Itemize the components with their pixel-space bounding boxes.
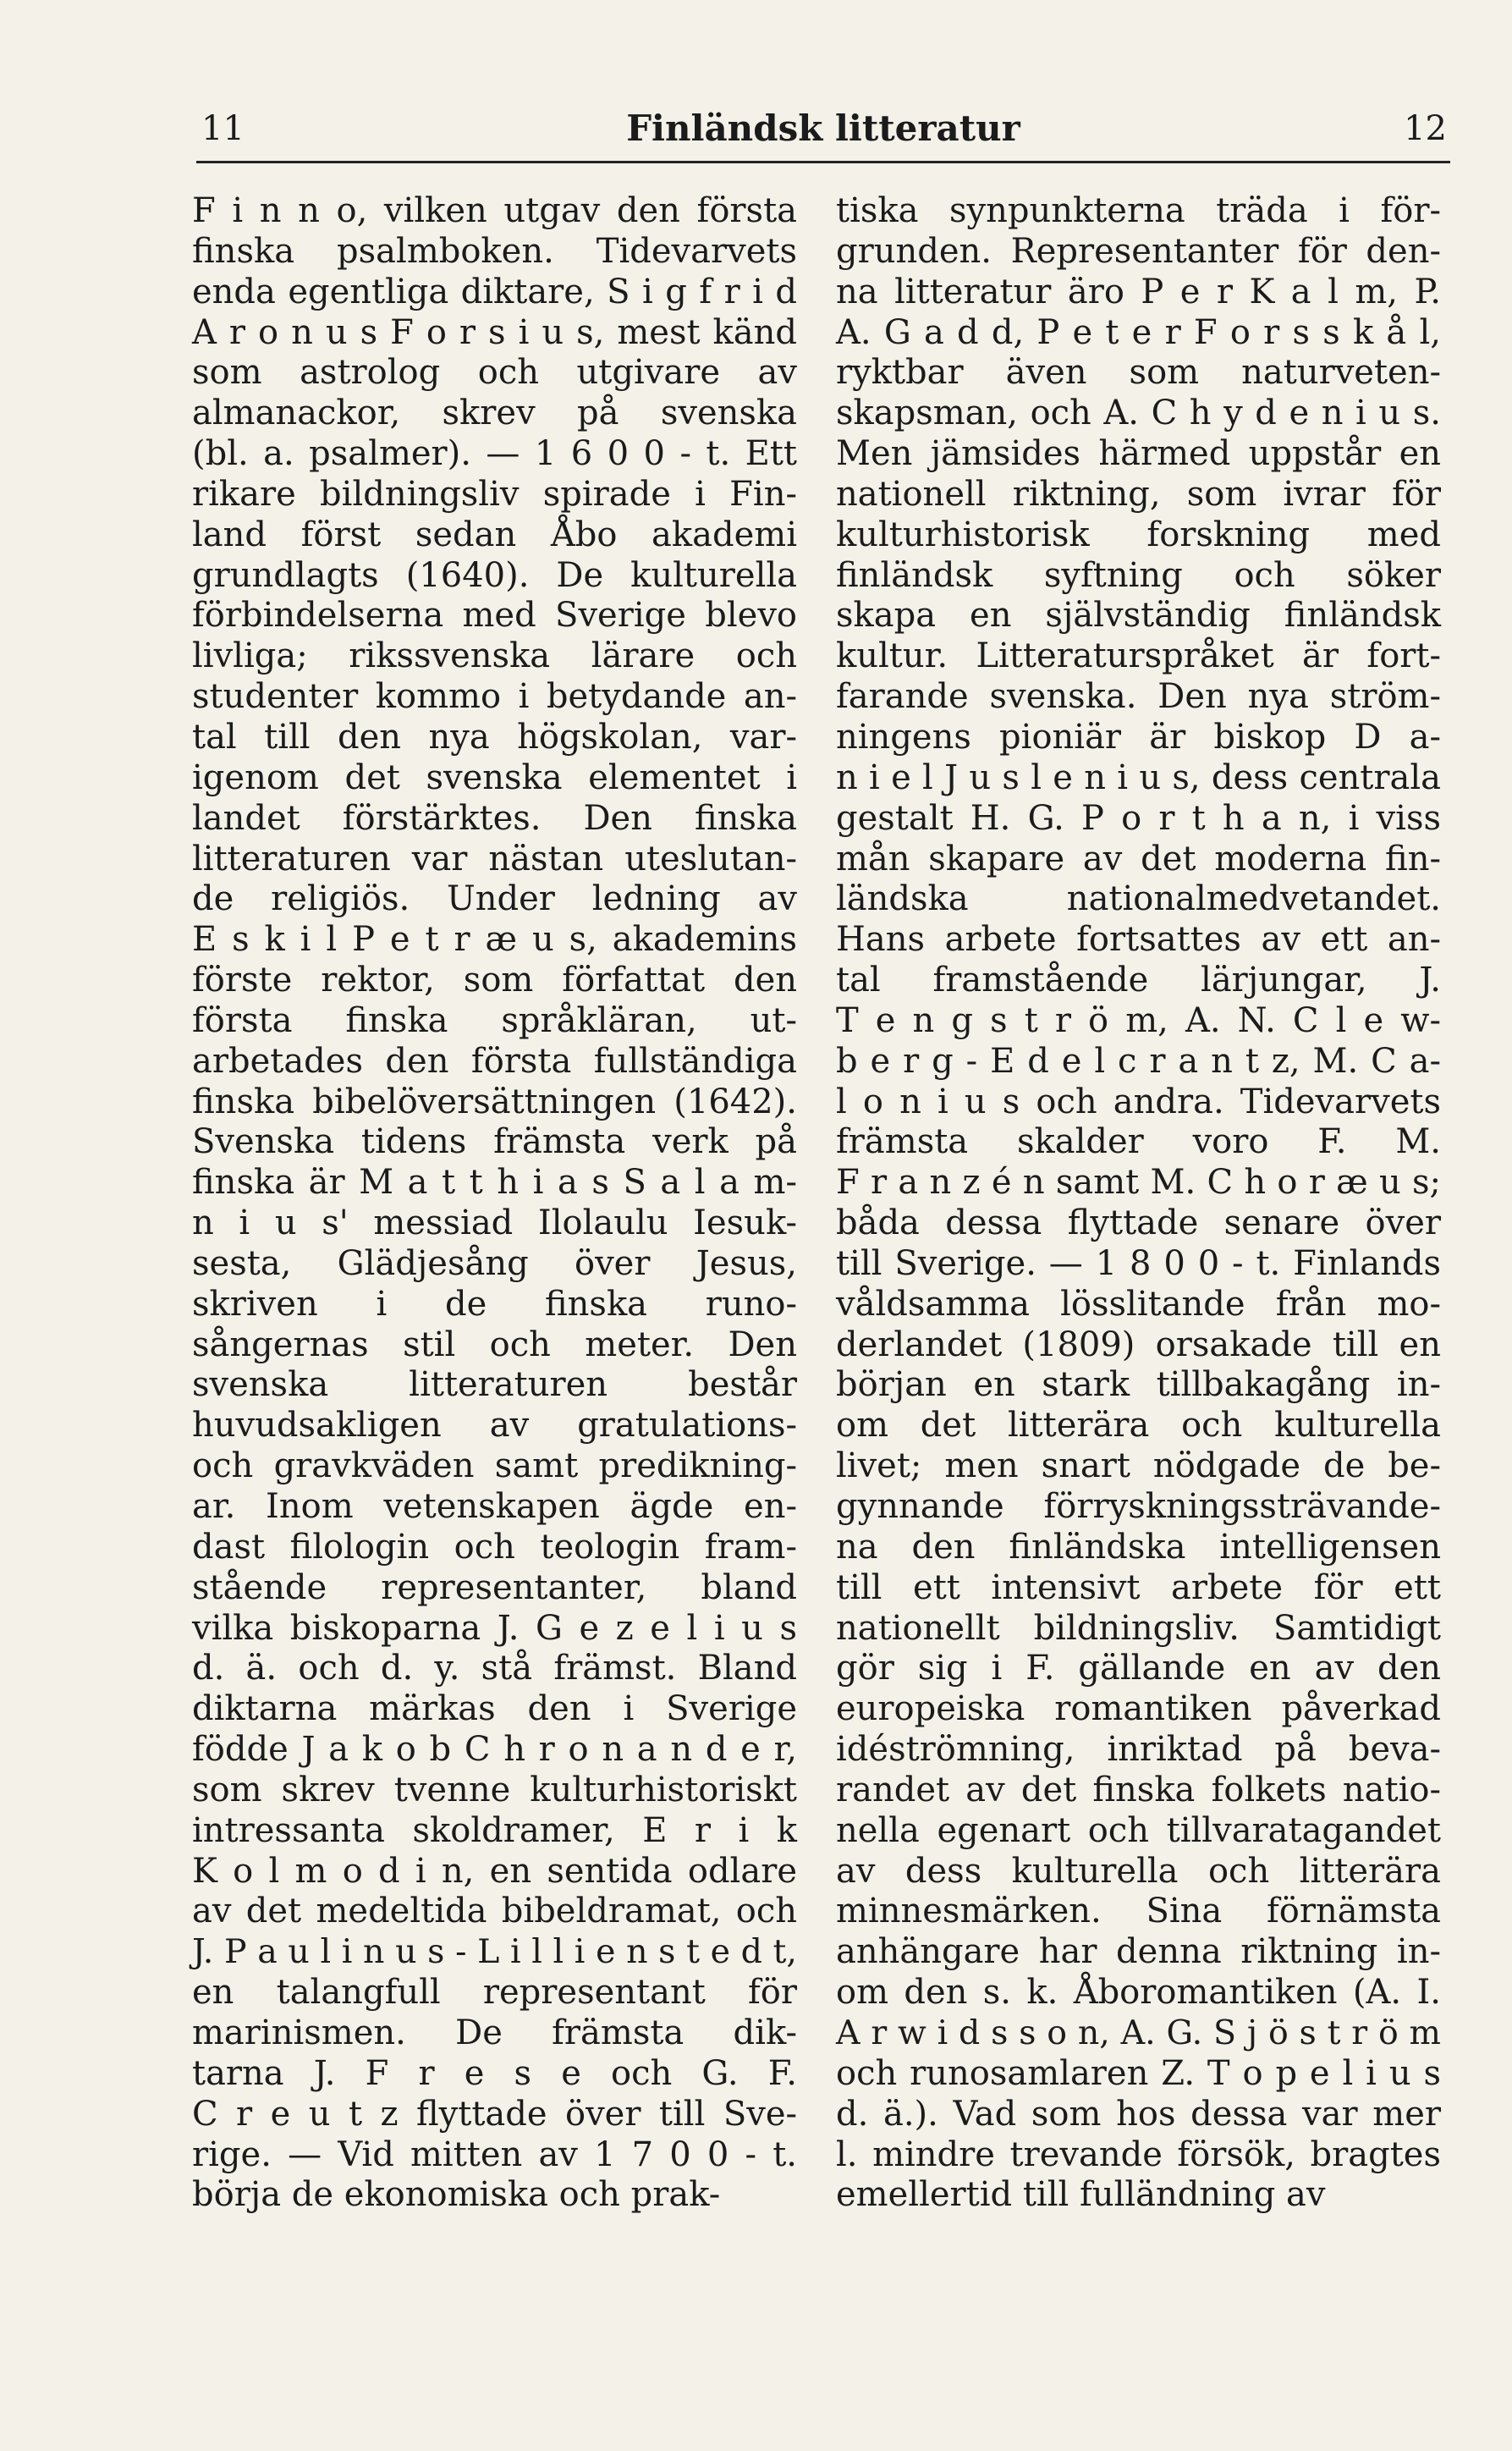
text-line: ryktbar även som naturveten-	[836, 353, 1441, 393]
text-line: ningens pioniär är biskop D a-	[836, 717, 1441, 757]
text-line: som skrev tvenne kulturhistoriskt	[192, 1770, 797, 1809]
text-line: enda egentliga diktare, S i g f r i d	[192, 272, 797, 311]
text-line: och runosamlaren Z. T o p e l i u s	[836, 2053, 1441, 2093]
text-line: förste rektor, som författat den	[192, 961, 797, 1000]
text-line: finska psalmboken. Tidevarvets	[192, 231, 797, 271]
page-number-left: 11	[201, 109, 245, 148]
text-line: rige. — Vid mitten av 1 7 0 0 - t.	[192, 2134, 797, 2174]
text-line: livliga; rikssvenska lärare och	[192, 636, 797, 676]
text-line: första finska språkläran, ut-	[192, 1000, 797, 1040]
text-line: skriven i de finska runo-	[192, 1284, 797, 1324]
text-line: minnesmärken. Sina förnämsta	[836, 1892, 1441, 1931]
text-line: finska bibelöversättningen (1642).	[192, 1082, 797, 1121]
text-line: almanackor, skrev på svenska	[192, 394, 797, 433]
text-line: kulturhistorisk forskning med	[836, 515, 1441, 554]
text-line: de religiös. Under ledning av	[192, 879, 797, 919]
text-line: finska är M a t t h i a s S a l a m-	[192, 1163, 797, 1203]
text-line: skapsman, och A. C h y d e n i u s.	[836, 394, 1441, 433]
text-line: landet förstärktes. Den finska	[192, 798, 797, 838]
text-line: Men jämsides härmed uppstår en	[836, 434, 1441, 474]
text-column-right	[836, 191, 1441, 2216]
text-line: börja de ekonomiska och prak-	[192, 2175, 721, 2215]
text-line: stående representanter, bland	[192, 1567, 797, 1607]
text-line: marinismen. De främsta dik-	[192, 2013, 797, 2052]
text-line: födde J a k o b C h r o n a n d e r,	[192, 1730, 797, 1770]
text-line: nationell riktning, som ivrar för	[836, 474, 1441, 514]
text-line: n i u s' messiad Ilolaulu Iesuk-	[192, 1203, 797, 1243]
text-line: land först sedan Åbo akademi	[192, 515, 797, 554]
text-line: litteraturen var nästan uteslutan-	[192, 839, 797, 879]
text-line: ar. Inom vetenskapen ägde en-	[192, 1487, 797, 1526]
text-line: grundlagts (1640). De kulturella	[192, 555, 797, 595]
text-line: E s k i l P e t r æ u s, akademins	[192, 920, 797, 960]
text-line: sångernas stil och meter. Den	[192, 1325, 797, 1364]
text-line: rikare bildningsliv spirade i Fin-	[192, 474, 797, 514]
text-line: A. G a d d, P e t e r F o r s s k å l,	[836, 312, 1441, 352]
text-line: l. mindre trevande försök, bragtes	[836, 2134, 1441, 2174]
text-line: randet av det finska folkets natio-	[836, 1770, 1441, 1809]
text-line: n i e l J u s l e n i u s, dess centrala	[836, 757, 1441, 797]
text-line: gestalt H. G. P o r t h a n, i viss	[836, 798, 1441, 838]
text-line: och gravkväden samt predikning-	[192, 1446, 797, 1486]
text-line: tarna J. F r e s e och G. F.	[192, 2053, 797, 2093]
text-line: om det litterära och kulturella	[836, 1406, 1441, 1446]
text-line: svenska litteraturen består	[192, 1365, 797, 1405]
text-line: J. P a u l i n u s - L i l l i e n s t e d t,	[192, 1932, 797, 1972]
text-line: Hans arbete fortsattes av ett an-	[836, 920, 1441, 960]
text-line: (bl. a. psalmer). — 1 6 0 0 - t. Ett	[192, 434, 797, 474]
text-line: ländska nationalmedvetandet.	[836, 879, 1441, 919]
text-line: farande svenska. Den nya ström-	[836, 677, 1441, 717]
text-line: F r a n z é n samt M. C h o r æ u s;	[836, 1163, 1441, 1203]
text-line: tal framstående lärjungar, J.	[836, 961, 1441, 1000]
text-line: våldsamma lösslitande från mo-	[836, 1284, 1441, 1324]
text-line: av det medeltida bibeldramat, och	[192, 1892, 797, 1931]
text-line: huvudsakligen av gratulations-	[192, 1406, 797, 1446]
running-title: Finländsk litteratur	[626, 107, 1020, 149]
text-line: tiska synpunkterna träda i för-	[836, 191, 1441, 230]
text-line: förbindelserna med Sverige blevo	[192, 596, 797, 636]
text-line: anhängare har denna riktning in-	[836, 1932, 1441, 1972]
text-line: emellertid till fulländning av	[836, 2175, 1326, 2215]
text-line: diktarna märkas den i Sverige	[192, 1689, 797, 1729]
text-line: b e r g - E d e l c r a n t z, M. C a-	[836, 1041, 1441, 1081]
text-line: tal till den nya högskolan, var-	[192, 717, 797, 757]
text-line: A r o n u s F o r s i u s, mest känd	[192, 312, 797, 352]
text-line: främsta skalder voro F. M.	[836, 1122, 1441, 1162]
text-line: idéströmning, inriktad på beva-	[836, 1730, 1441, 1770]
text-line: igenom det svenska elementet i	[192, 757, 797, 797]
text-line: mån skapare av det moderna fin-	[836, 839, 1441, 879]
text-line: sesta, Glädjesång över Jesus,	[192, 1243, 797, 1283]
running-header	[196, 100, 1450, 163]
text-line: om den s. k. Åboromantiken (A. I.	[836, 1973, 1441, 2013]
text-line: båda dessa flyttade senare över	[836, 1203, 1441, 1243]
text-line: d. ä.). Vad som hos dessa var mer	[836, 2094, 1441, 2134]
text-line: na litteratur äro P e r K a l m, P.	[836, 272, 1441, 311]
text-line: vilka biskoparna J. G e z e l i u s	[192, 1608, 797, 1648]
text-line: F i n n o, vilken utgav den första	[192, 191, 797, 230]
text-line: kultur. Litteraturspråket är fort-	[836, 636, 1441, 676]
text-line: till Sverige. — 1 8 0 0 - t. Finlands	[836, 1243, 1441, 1283]
text-column-left	[192, 191, 797, 2216]
text-line: gynnande förryskningssträvande-	[836, 1487, 1441, 1526]
text-line: början en stark tillbakagång in-	[836, 1365, 1441, 1405]
text-line: skapa en självständig finländsk	[836, 596, 1441, 636]
text-line: arbetades den första fullständiga	[192, 1041, 797, 1081]
text-line: nationellt bildningsliv. Samtidigt	[836, 1608, 1441, 1648]
text-line: till ett intensivt arbete för ett	[836, 1567, 1441, 1607]
text-line: finländsk syftning och söker	[836, 555, 1441, 595]
text-line: d. ä. och d. y. stå främst. Bland	[192, 1649, 797, 1688]
text-line: derlandet (1809) orsakade till en	[836, 1325, 1441, 1364]
text-line: l o n i u s och andra. Tidevarvets	[836, 1082, 1441, 1121]
page-number-right: 12	[1404, 109, 1447, 148]
text-line: C r e u t z flyttade över till Sve-	[192, 2094, 797, 2134]
text-line: studenter kommo i betydande an-	[192, 677, 797, 717]
text-line: Svenska tidens främsta verk på	[192, 1122, 797, 1162]
text-line: A r w i d s s o n, A. G. S j ö s t r ö m	[836, 2013, 1441, 2052]
text-line: intressanta skoldramer, E r i k	[192, 1810, 797, 1850]
text-line: av dess kulturella och litterära	[836, 1851, 1441, 1891]
text-line: nella egenart och tillvaratagandet	[836, 1810, 1441, 1850]
text-line: T e n g s t r ö m, A. N. C l e w-	[836, 1000, 1441, 1040]
text-line: en talangfull representant för	[192, 1973, 797, 2013]
text-line: europeiska romantiken påverkad	[836, 1689, 1441, 1729]
text-line: K o l m o d i n, en sentida odlare	[192, 1851, 797, 1891]
text-line: livet; men snart nödgade de be-	[836, 1446, 1441, 1486]
text-line: som astrolog och utgivare av	[192, 353, 797, 393]
text-line: grunden. Representanter för den-	[836, 231, 1441, 271]
text-line: dast filologin och teologin fram-	[192, 1527, 797, 1567]
text-line: na den finländska intelligensen	[836, 1527, 1441, 1567]
text-line: gör sig i F. gällande en av den	[836, 1649, 1441, 1688]
